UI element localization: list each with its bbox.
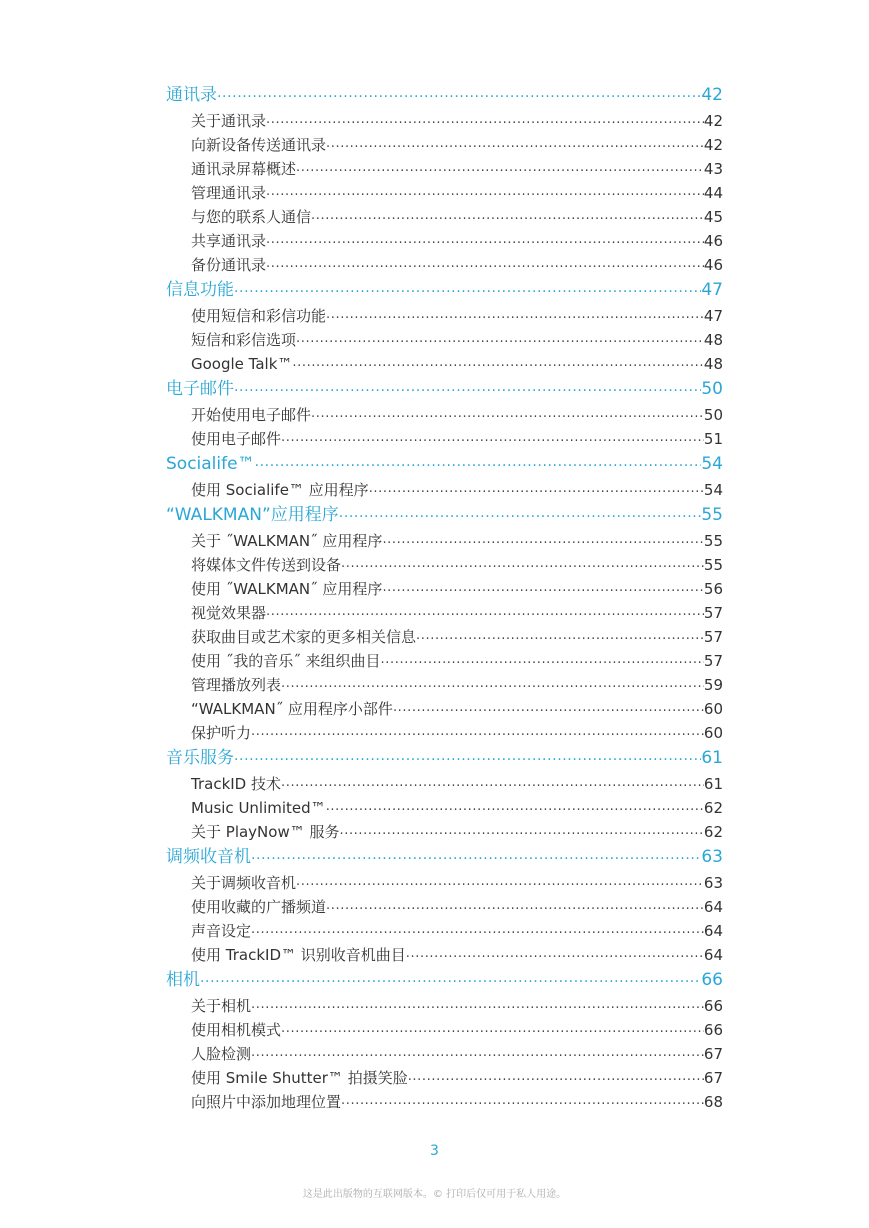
dot-leader	[408, 1068, 704, 1088]
toc-subsection-entry[interactable]	[166, 623, 723, 647]
toc-subsection-entry[interactable]	[166, 575, 723, 599]
toc-entry-page: 63	[701, 847, 723, 867]
toc-subsection-entry[interactable]	[166, 476, 723, 500]
dot-leader	[296, 330, 704, 350]
toc-subsection-entry[interactable]	[166, 818, 723, 842]
dot-leader	[311, 405, 704, 425]
toc-entry-page: 55	[703, 556, 723, 574]
dot-leader	[281, 675, 704, 695]
dot-leader	[255, 453, 702, 476]
toc-entry-page: 45	[703, 208, 723, 226]
toc-entry-page: 66	[701, 970, 723, 990]
toc-entry-page: 42	[703, 112, 723, 130]
toc-entry-page: 60	[703, 724, 723, 742]
toc-entry-title: 开始使用电子邮件	[191, 406, 312, 424]
toc-subsection-entry[interactable]	[166, 401, 723, 425]
toc-entry-page: 54	[701, 454, 723, 474]
dot-leader	[339, 822, 703, 842]
toc-entry-page: 67	[703, 1069, 723, 1087]
toc-entry-title: 管理播放列表	[191, 676, 282, 694]
toc-subsection-entry[interactable]	[166, 695, 723, 719]
footer-note: 这是此出版物的互联网版本。© 打印后仅可用于私人用途。	[302, 1189, 567, 1200]
toc-entry-page: 63	[703, 874, 723, 892]
dot-leader	[266, 183, 704, 203]
toc-entry-page: 59	[703, 676, 723, 694]
toc-entry-page: 50	[703, 406, 723, 424]
toc-entry-page: 43	[703, 160, 723, 178]
toc-subsection-entry[interactable]	[166, 155, 723, 179]
toc-entry-title: 电子邮件	[166, 379, 234, 399]
toc-entry-title: 视觉效果器	[191, 604, 267, 622]
dot-leader	[326, 897, 704, 917]
toc-subsection-entry[interactable]	[166, 350, 723, 374]
toc-section-entry[interactable]	[166, 275, 723, 302]
toc-entry-page: 46	[703, 232, 723, 250]
toc-entry-page: 54	[703, 481, 723, 499]
toc-entry-title: 关于相机	[191, 997, 252, 1015]
toc-entry-title: 管理通讯录	[191, 184, 267, 202]
toc-entry-title: 人脸检测	[191, 1045, 252, 1063]
toc-entry-page: 51	[703, 430, 723, 448]
toc-subsection-entry[interactable]	[166, 527, 723, 551]
toc-entry-title: 将媒体文件传送到设备	[191, 556, 342, 574]
toc-section-entry[interactable]	[166, 449, 723, 476]
toc-entry-page: 57	[703, 652, 723, 670]
toc-subsection-entry[interactable]	[166, 179, 723, 203]
toc-subsection-entry[interactable]	[166, 992, 723, 1016]
toc-entry-page: 42	[701, 85, 723, 105]
toc-subsection-entry[interactable]	[166, 107, 723, 131]
toc-entry-page: 64	[703, 946, 723, 964]
toc-entry-page: 44	[703, 184, 723, 202]
toc-entry-title: 通讯录	[166, 85, 217, 105]
toc-entry-title: 使用相机模式	[191, 1021, 282, 1039]
toc-entry-page: 47	[703, 307, 723, 325]
dot-leader	[281, 429, 704, 449]
toc-entry-page: 50	[701, 379, 723, 399]
toc-entry-page: 64	[703, 898, 723, 916]
dot-leader	[326, 135, 704, 155]
toc-subsection-entry[interactable]	[166, 917, 723, 941]
toc-subsection-entry[interactable]	[166, 893, 723, 917]
table-of-contents	[166, 80, 723, 1112]
dot-leader	[266, 255, 704, 275]
toc-entry-page: 46	[703, 256, 723, 274]
toc-entry-title: 使用 Smile Shutter™ 拍摄笑脸	[191, 1069, 408, 1087]
toc-entry-page: 61	[703, 775, 723, 793]
toc-subsection-entry[interactable]	[166, 794, 723, 818]
toc-entry-page: 55	[703, 532, 723, 550]
toc-entry-title: 关于调频收音机	[191, 874, 297, 892]
dot-leader	[266, 231, 704, 251]
dot-leader	[234, 279, 701, 302]
toc-section-entry[interactable]	[166, 500, 723, 527]
toc-entry-title: “WALKMAN˝ 应用程序小部件	[191, 700, 393, 718]
toc-entry-title: 使用 ˝我的音乐˝ 来组织曲目	[191, 652, 381, 670]
dot-leader	[251, 846, 701, 869]
dot-leader	[416, 627, 704, 647]
toc-entry-title: 调频收音机	[166, 847, 251, 867]
dot-leader	[234, 747, 701, 770]
toc-entry-title: 音乐服务	[166, 748, 234, 768]
toc-entry-title: 保护听力	[191, 724, 252, 742]
toc-entry-title: Google Talk™	[191, 355, 293, 373]
toc-entry-title: 声音设定	[191, 922, 252, 940]
toc-entry-title: 备份通讯录	[191, 256, 267, 274]
toc-entry-page: 47	[701, 280, 723, 300]
dot-leader	[200, 969, 701, 992]
dot-leader	[251, 723, 704, 743]
toc-entry-page: 66	[703, 997, 723, 1015]
toc-entry-title: 通讯录屏幕概述	[191, 160, 297, 178]
toc-entry-page: 66	[703, 1021, 723, 1039]
toc-entry-page: 42	[703, 136, 723, 154]
toc-section-entry[interactable]	[166, 743, 723, 770]
toc-entry-title: 向照片中添加地理位置	[191, 1093, 342, 1111]
toc-entry-title: 关于 ˝WALKMAN˝ 应用程序	[191, 532, 383, 550]
toc-entry-title: 使用 Socialife™ 应用程序	[191, 481, 369, 499]
toc-entry-page: 57	[703, 628, 723, 646]
dot-leader	[406, 945, 704, 965]
toc-subsection-entry[interactable]	[166, 227, 723, 251]
dot-leader	[339, 504, 702, 527]
dot-leader	[341, 1092, 704, 1112]
dot-leader	[217, 84, 701, 107]
toc-subsection-entry[interactable]	[166, 941, 723, 965]
toc-entry-page: 55	[701, 505, 723, 525]
toc-section-entry[interactable]	[166, 374, 723, 401]
toc-entry-page: 60	[703, 700, 723, 718]
toc-subsection-entry[interactable]	[166, 551, 723, 575]
toc-subsection-entry[interactable]	[166, 1040, 723, 1064]
toc-entry-page: 67	[703, 1045, 723, 1063]
toc-subsection-entry[interactable]	[166, 1088, 723, 1112]
dot-leader	[296, 159, 704, 179]
toc-entry-title: 相机	[166, 970, 200, 990]
toc-subsection-entry[interactable]	[166, 251, 723, 275]
toc-subsection-entry[interactable]	[166, 1064, 723, 1088]
toc-section-entry[interactable]	[166, 965, 723, 992]
toc-subsection-entry[interactable]	[166, 203, 723, 227]
toc-entry-title: 使用 ˝WALKMAN˝ 应用程序	[191, 580, 383, 598]
dot-leader	[382, 531, 703, 551]
dot-leader	[251, 996, 704, 1016]
toc-subsection-entry[interactable]	[166, 671, 723, 695]
toc-entry-title: Socialife™	[166, 454, 255, 474]
dot-leader	[296, 873, 704, 893]
toc-entry-title: 使用电子邮件	[191, 430, 282, 448]
toc-entry-title: “WALKMAN”应用程序	[166, 505, 339, 525]
toc-entry-title: 关于通讯录	[191, 112, 267, 130]
toc-entry-page: 62	[703, 823, 723, 841]
dot-leader	[266, 111, 704, 131]
dot-leader	[326, 306, 704, 326]
toc-entry-page: 48	[703, 331, 723, 349]
dot-leader	[311, 207, 704, 227]
toc-entry-title: 获取曲目或艺术家的更多相关信息	[191, 628, 417, 646]
toc-entry-page: 57	[703, 604, 723, 622]
toc-entry-page: 48	[703, 355, 723, 373]
dot-leader	[393, 699, 704, 719]
toc-subsection-entry[interactable]	[166, 326, 723, 350]
toc-entry-title: 关于 PlayNow™ 服务	[191, 823, 340, 841]
toc-entry-title: Music Unlimited™	[191, 799, 326, 817]
toc-subsection-entry[interactable]	[166, 1016, 723, 1040]
toc-entry-page: 64	[703, 922, 723, 940]
toc-entry-title: 信息功能	[166, 280, 234, 300]
dot-leader	[341, 555, 704, 575]
toc-entry-title: 使用收藏的广播频道	[191, 898, 327, 916]
toc-entry-title: 短信和彩信选项	[191, 331, 297, 349]
toc-entry-title: 与您的联系人通信	[191, 208, 312, 226]
dot-leader	[381, 651, 704, 671]
toc-entry-title: 使用短信和彩信功能	[191, 307, 327, 325]
dot-leader	[281, 1020, 704, 1040]
dot-leader	[369, 480, 704, 500]
toc-subsection-entry[interactable]	[166, 302, 723, 326]
toc-subsection-entry[interactable]	[166, 425, 723, 449]
toc-entry-page: 62	[703, 799, 723, 817]
dot-leader	[266, 603, 704, 623]
toc-subsection-entry[interactable]	[166, 869, 723, 893]
toc-entry-title: 共享通讯录	[191, 232, 267, 250]
dot-leader	[382, 579, 703, 599]
toc-subsection-entry[interactable]	[166, 131, 723, 155]
toc-entry-title: 向新设备传送通讯录	[191, 136, 327, 154]
toc-entry-title: 使用 TrackID™ 识别收音机曲目	[191, 946, 406, 964]
page-number: 3	[430, 1143, 439, 1159]
toc-section-entry[interactable]	[166, 80, 723, 107]
toc-subsection-entry[interactable]	[166, 647, 723, 671]
dot-leader	[281, 774, 704, 794]
dot-leader	[251, 921, 704, 941]
toc-section-entry[interactable]	[166, 842, 723, 869]
toc-subsection-entry[interactable]	[166, 719, 723, 743]
dot-leader	[251, 1044, 704, 1064]
toc-entry-page: 61	[701, 748, 723, 768]
toc-subsection-entry[interactable]	[166, 599, 723, 623]
dot-leader	[234, 378, 701, 401]
toc-entry-page: 68	[703, 1093, 723, 1111]
dot-leader	[292, 354, 704, 374]
toc-entry-title: TrackID 技术	[191, 775, 281, 793]
toc-entry-page: 56	[703, 580, 723, 598]
toc-subsection-entry[interactable]	[166, 770, 723, 794]
dot-leader	[326, 798, 704, 818]
